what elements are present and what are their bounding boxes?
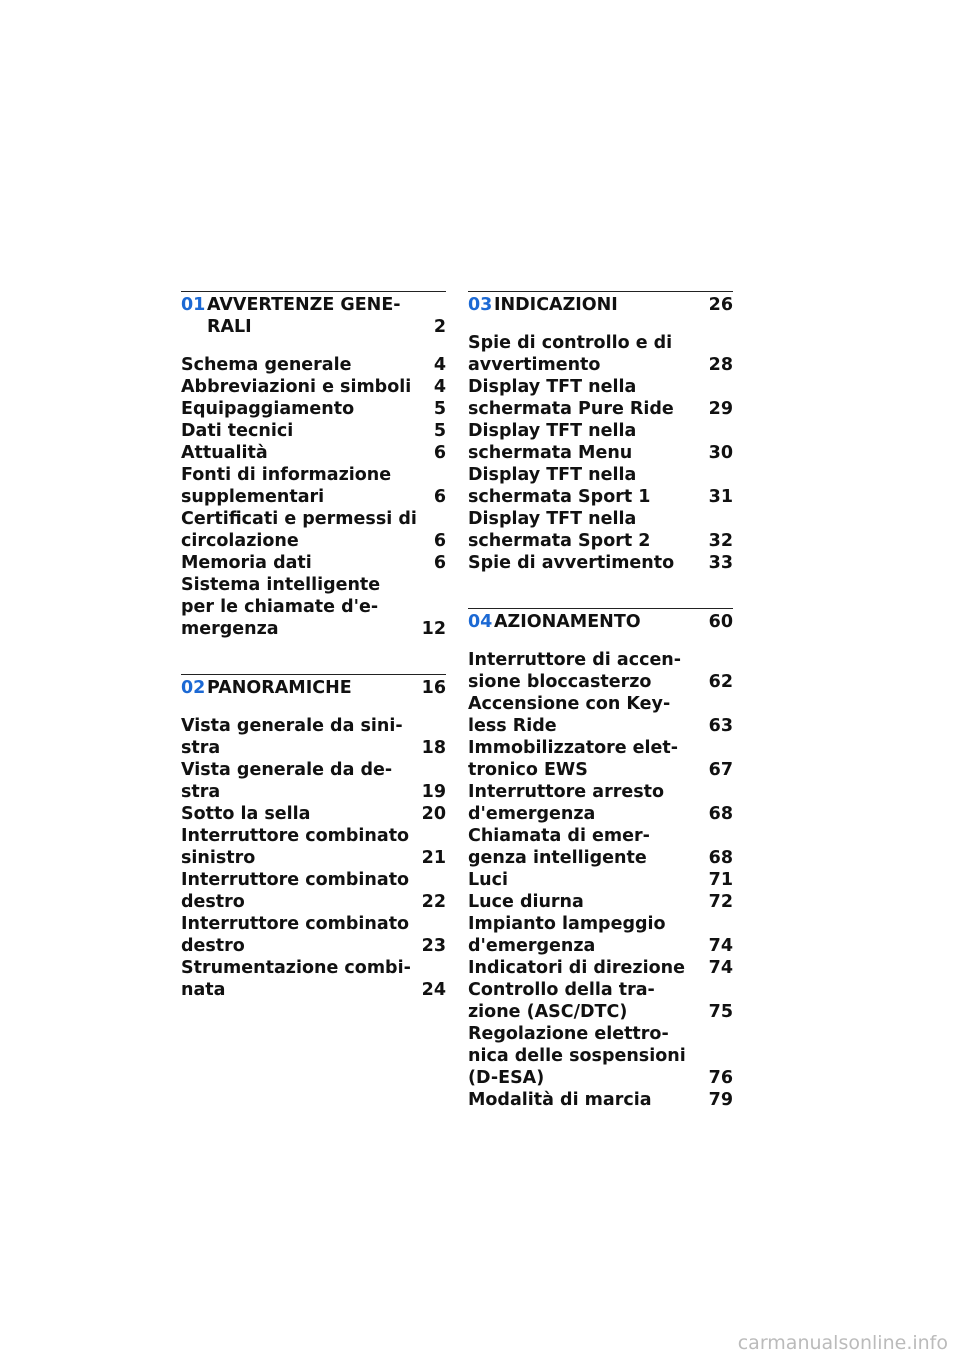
toc-entry-text: Display TFT nella [468,421,637,441]
toc-entry[interactable] [181,825,446,869]
toc-entry[interactable] [181,913,446,957]
toc-entry[interactable] [181,398,446,420]
section-number: 01 [181,295,206,315]
toc-entry-text: stra [181,738,221,758]
toc-section-04 [468,608,733,1111]
toc-entry-page: 33 [708,553,733,573]
toc-entry-line [468,649,733,671]
toc-section-01 [181,291,446,640]
toc-entry-line [468,693,733,715]
toc-entry[interactable] [181,508,446,552]
toc-entry-page: 30 [708,443,733,463]
toc-entry[interactable] [181,552,446,574]
toc-entry-text: Sotto la sella [181,804,311,824]
section-page: 16 [421,678,446,698]
toc-entry-page: 72 [708,892,733,912]
toc-entry-line [468,1067,733,1089]
toc-entry-line [181,715,446,737]
toc-entry-page: 22 [421,892,446,912]
toc-entry-text: zione (ASC/DTC) [468,1002,628,1022]
toc-entry-text: Display TFT nella [468,377,637,397]
toc-entry-text: destro [181,892,245,912]
toc-entry-line [468,891,733,913]
toc-entry[interactable] [181,715,446,759]
toc-entry-line [181,847,446,869]
toc-entry-text: Spie di controllo e di [468,333,673,353]
toc-entry-page: 62 [708,672,733,692]
toc-entry-list [181,354,446,640]
toc-entry-text: less Ride [468,716,557,736]
toc-entry-text: Display TFT nella [468,509,637,529]
toc-entry-line [181,979,446,1001]
section-title: AVVERTENZE GENE- [207,295,401,315]
toc-entry-text: Equipaggiamento [181,399,355,419]
toc-entry-text: tronico EWS [468,760,588,780]
toc-entry[interactable] [468,1089,733,1111]
toc-entry[interactable] [181,759,446,803]
toc-entry-text: Dati tecnici [181,421,294,441]
toc-entry-text: Chiamata di emer- [468,826,650,846]
toc-entry-line [181,935,446,957]
toc-entry-text: Accensione con Key- [468,694,671,714]
toc-entry-text: Attualità [181,443,268,463]
toc-entry-line [468,803,733,825]
section-title: PANORAMICHE [207,678,352,698]
toc-entry-list [468,332,733,574]
toc-entry-page: 12 [421,619,446,639]
toc-entry-text: Vista generale da sini- [181,716,403,736]
toc-entry-text: schermata Menu [468,443,633,463]
toc-entry-line [181,803,446,825]
toc-entry-page: 6 [433,443,446,463]
toc-entry-line [181,552,446,574]
section-number: 02 [181,678,206,698]
toc-entry-text: schermata Sport 2 [468,531,651,551]
toc-entry-page: 4 [433,355,446,375]
toc-entry-text: Memoria dati [181,553,312,573]
toc-entry-text: Abbreviazioni e simboli [181,377,412,397]
toc-entry-text: Interruttore combinato [181,914,410,934]
toc-entry[interactable] [181,574,446,640]
toc-entry-line [468,715,733,737]
toc-entry-page: 18 [421,738,446,758]
toc-entry-text: Interruttore di accen- [468,650,682,670]
toc-entry-line [468,1001,733,1023]
section-heading[interactable] [468,611,733,633]
toc-entry-line [468,376,733,398]
toc-entry-line [468,935,733,957]
toc-entry-line [468,737,733,759]
section-title-part: RALI [207,317,252,337]
toc-entry-line [468,508,733,530]
toc-entry-text: avvertimento [468,355,601,375]
toc-entry-line [468,464,733,486]
toc-entry[interactable] [181,420,446,442]
toc-entry-text: supplementari [181,487,325,507]
toc-entry-line [468,671,733,693]
toc-entry[interactable] [468,957,733,979]
toc-entry-line [468,1089,733,1111]
toc-entry-line [181,420,446,442]
toc-entry-line [181,759,446,781]
toc-entry-line [181,913,446,935]
toc-entry[interactable] [468,913,733,957]
toc-entry-list [181,715,446,1001]
section-page: 26 [708,295,733,315]
section-title: AZIONAMENTO [494,612,641,632]
toc-entry-text: nata [181,980,226,1000]
toc-entry-line [181,486,446,508]
toc-entry-text: Interruttore combinato [181,826,410,846]
toc-entry[interactable] [468,552,733,574]
section-page: 60 [708,612,733,632]
toc-entry-text: schermata Sport 1 [468,487,651,507]
toc-entry[interactable] [468,979,733,1023]
toc-entry-text: per le chiamate d'e- [181,597,379,617]
toc-entry[interactable] [468,332,733,376]
toc-entry-page: 28 [708,355,733,375]
toc-entry-page: 71 [708,870,733,890]
toc-entry-page: 19 [421,782,446,802]
toc-entry-line [468,1023,733,1045]
toc-entry-page: 5 [433,421,446,441]
toc-entry-line [468,420,733,442]
toc-column-left [181,291,446,1001]
toc-entry-text: nica delle sospensioni [468,1046,686,1066]
toc-entry-page: 74 [708,958,733,978]
toc-entry-text: sinistro [181,848,256,868]
toc-entry-page: 63 [708,716,733,736]
toc-entry[interactable] [468,825,733,869]
toc-entry-line [468,957,733,979]
toc-entry-line [181,618,446,640]
toc-entry-text: Indicatori di direzione [468,958,685,978]
toc-entry-text: schermata Pure Ride [468,399,674,419]
toc-entry-text: sione bloccasterzo [468,672,652,692]
toc-entry[interactable] [468,693,733,737]
toc-entry-text: Display TFT nella [468,465,637,485]
toc-entry[interactable] [181,442,446,464]
toc-entry[interactable] [181,957,446,1001]
toc-entry[interactable] [181,869,446,913]
toc-entry-line [181,869,446,891]
toc-entry-page: 68 [708,848,733,868]
toc-entry-text: Fonti di informazione [181,465,392,485]
toc-entry-line [181,354,446,376]
toc-entry-page: 21 [421,848,446,868]
toc-entry-text: Immobilizzatore elet- [468,738,679,758]
toc-entry-line [181,957,446,979]
toc-entry-line [181,596,446,618]
toc-entry-line [181,737,446,759]
toc-entry-text: d'emergenza [468,804,596,824]
toc-entry-text: circolazione [181,531,299,551]
toc-column-right [468,291,733,1111]
toc-entry-page: 31 [708,487,733,507]
toc-entry-page: 24 [421,980,446,1000]
toc-entry-line [181,825,446,847]
toc-entry-line [181,464,446,486]
toc-entry-line [181,530,446,552]
toc-entry-text: Certificati e permessi di [181,509,417,529]
toc-entry[interactable] [468,781,733,825]
toc-entry[interactable] [468,737,733,781]
toc-entry[interactable] [181,464,446,508]
toc-entry-page: 23 [421,936,446,956]
toc-entry-text: Spie di avvertimento [468,553,675,573]
toc-entry-text: Luci [468,870,508,890]
toc-entry-line [181,891,446,913]
toc-entry[interactable] [181,376,446,398]
toc-entry-text: Interruttore combinato [181,870,410,890]
toc-section-02 [181,674,446,1001]
toc-entry[interactable] [468,869,733,891]
toc-entry-line [468,979,733,1001]
toc-entry-line [468,1045,733,1067]
toc-entry[interactable] [468,420,733,464]
toc-entry-line [468,332,733,354]
toc-entry-text: Schema generale [181,355,352,375]
toc-entry-line [468,354,733,376]
toc-entry-line [181,442,446,464]
toc-entry-page: 29 [708,399,733,419]
toc-entry[interactable] [181,803,446,825]
toc-entry-line [468,869,733,891]
toc-entry-text: Controllo della tra- [468,980,655,1000]
toc-entry-text: Luce diurna [468,892,584,912]
toc-entry-line [468,825,733,847]
toc-entry-text: destro [181,936,245,956]
section-heading[interactable] [181,294,446,316]
toc-entry-page: 75 [708,1002,733,1022]
toc-entry[interactable] [468,376,733,420]
toc-entry-page: 6 [433,487,446,507]
toc-entry-text: d'emergenza [468,936,596,956]
toc-entry-line [468,398,733,420]
section-number: 03 [468,295,493,315]
toc-entry[interactable] [468,464,733,508]
toc-entry-page: 5 [433,399,446,419]
toc-entry-line [181,376,446,398]
toc-entry-list [468,649,733,1111]
toc-entry-text: Sistema intelligente [181,575,381,595]
toc-entry[interactable] [181,354,446,376]
section-page: 2 [433,317,446,337]
toc-entry-text: Interruttore arresto [468,782,665,802]
toc-entry-line [468,442,733,464]
toc-entry-text: (D-ESA) [468,1068,545,1088]
section-heading[interactable] [468,294,733,316]
toc-entry-text: stra [181,782,221,802]
toc-entry[interactable] [468,1023,733,1089]
toc-entry-text: genza intelligente [468,848,647,868]
toc-entry-line [468,552,733,574]
toc-entry[interactable] [468,649,733,693]
toc-entry-text: Modalità di marcia [468,1090,652,1110]
toc-entry[interactable] [468,508,733,552]
toc-entry-page: 6 [433,553,446,573]
toc-entry-page: 67 [708,760,733,780]
toc-entry-line [468,759,733,781]
toc-entry-text: Regolazione elettro- [468,1024,669,1044]
watermark: carmanualsonline.info [737,1332,948,1354]
toc-entry-page: 74 [708,936,733,956]
toc-entry-page: 20 [421,804,446,824]
toc-entry-line [468,847,733,869]
toc-entry-line [468,781,733,803]
toc-entry-line [468,530,733,552]
toc-entry-page: 32 [708,531,733,551]
toc-entry-line [468,913,733,935]
section-heading[interactable] [181,677,446,699]
toc-entry-text: Impianto lampeggio [468,914,666,934]
toc-entry-text: Vista generale da de- [181,760,393,780]
toc-entry-text: mergenza [181,619,279,639]
toc-entry-text: Strumentazione combi- [181,958,411,978]
section-title: INDICAZIONI [494,295,618,315]
toc-entry[interactable] [468,891,733,913]
toc-entry-line [181,508,446,530]
toc-entry-page: 76 [708,1068,733,1088]
toc-entry-line [468,486,733,508]
toc-entry-line [181,781,446,803]
toc-entry-page: 4 [433,377,446,397]
toc-section-03 [468,291,733,574]
section-title-continued [181,316,446,338]
section-number: 04 [468,612,493,632]
toc-entry-line [181,398,446,420]
toc-entry-page: 68 [708,804,733,824]
toc-entry-line [181,574,446,596]
toc-entry-page: 6 [433,531,446,551]
toc-entry-page: 79 [708,1090,733,1110]
